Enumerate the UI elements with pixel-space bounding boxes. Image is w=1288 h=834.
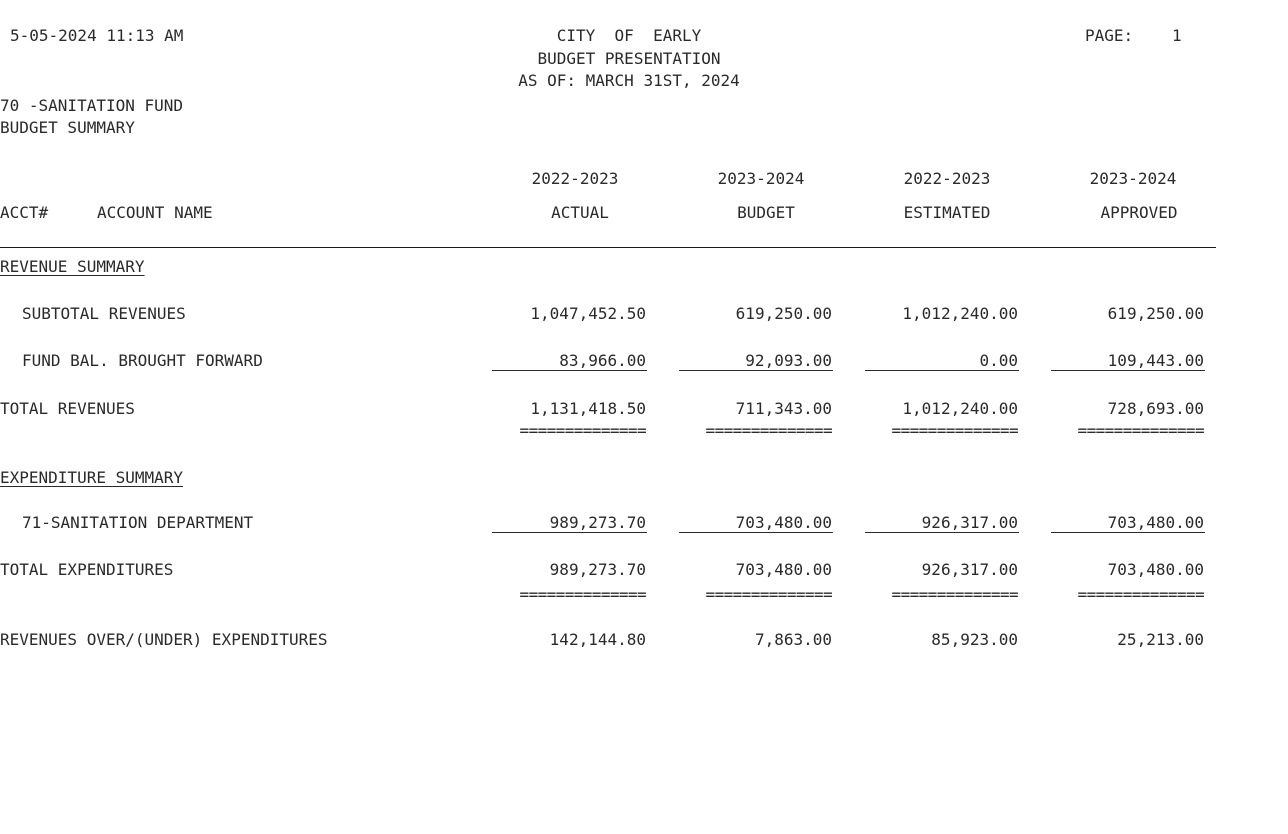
total-value-approved: 703,480.00: [1107, 560, 1204, 579]
double-rule: ==============: [519, 421, 646, 440]
page-number: 1: [1172, 26, 1182, 45]
column-year-actual: 2022-2023: [531, 169, 619, 188]
double-rule: ==============: [519, 585, 646, 604]
total-value-actual: 1,131,418.50: [530, 399, 646, 418]
column-label-approved: APPROVED: [1100, 203, 1178, 222]
column-label-actual: ACTUAL: [551, 203, 609, 222]
row-account-name: FUND BAL. BROUGHT FORWARD: [22, 351, 263, 370]
double-rule: ==============: [705, 585, 832, 604]
row-account-name: SUBTOTAL REVENUES: [22, 304, 186, 323]
total-value-estimated: 1,012,240.00: [902, 399, 1018, 418]
header-divider: [0, 247, 1216, 248]
subtotal-rule-budget: [679, 370, 833, 371]
total-value-budget: 711,343.00: [735, 399, 832, 418]
subtotal-rule-approved: [1051, 532, 1205, 533]
total-value-estimated: 926,317.00: [921, 560, 1018, 579]
column-year-budget: 2023-2024: [717, 169, 805, 188]
expenditure-summary-title: EXPENDITURE SUMMARY: [0, 468, 184, 487]
column-acct-number: ACCT#: [0, 203, 49, 222]
row-value-estimated: 1,012,240.00: [902, 304, 1018, 323]
total-expenditures-label: TOTAL EXPENDITURES: [0, 560, 174, 579]
page-label: PAGE:: [1085, 26, 1134, 45]
row-value-budget: 92,093.00: [745, 351, 832, 370]
column-label-budget: BUDGET: [737, 203, 795, 222]
report-title: BUDGET PRESENTATION: [537, 49, 721, 68]
row-value-actual: 989,273.70: [549, 513, 646, 532]
net-value-actual: 142,144.80: [549, 630, 646, 649]
subtotal-rule-estimated: [865, 370, 1019, 371]
subtotal-rule-budget: [679, 532, 833, 533]
double-rule: ==============: [1077, 585, 1204, 604]
budget-summary-label: BUDGET SUMMARY: [0, 118, 135, 137]
row-value-approved: 619,250.00: [1107, 304, 1204, 323]
double-rule: ==============: [1077, 421, 1204, 440]
column-account-name: ACCOUNT NAME: [97, 203, 213, 222]
net-value-estimated: 85,923.00: [931, 630, 1018, 649]
subtotal-rule-approved: [1051, 370, 1205, 371]
row-value-estimated: 0.00: [979, 351, 1018, 370]
subtotal-rule-actual: [492, 532, 647, 533]
row-account-name: 71-SANITATION DEPARTMENT: [22, 513, 254, 532]
city-name: CITY OF EARLY: [556, 26, 702, 45]
row-value-estimated: 926,317.00: [921, 513, 1018, 532]
column-year-estimated: 2022-2023: [903, 169, 991, 188]
double-rule: ==============: [705, 421, 832, 440]
total-revenues-label: TOTAL REVENUES: [0, 399, 135, 418]
net-value-approved: 25,213.00: [1117, 630, 1204, 649]
row-value-actual: 1,047,452.50: [530, 304, 646, 323]
report-timestamp: 5-05-2024 11:13 AM: [10, 26, 184, 45]
total-value-budget: 703,480.00: [735, 560, 832, 579]
column-year-approved: 2023-2024: [1089, 169, 1177, 188]
fund-name: 70 -SANITATION FUND: [0, 96, 184, 115]
report-as-of-date: AS OF: MARCH 31ST, 2024: [518, 71, 740, 90]
row-value-budget: 703,480.00: [735, 513, 832, 532]
net-label: REVENUES OVER/(UNDER) EXPENDITURES: [0, 630, 328, 649]
subtotal-rule-actual: [492, 370, 647, 371]
row-value-budget: 619,250.00: [735, 304, 832, 323]
column-label-estimated: ESTIMATED: [903, 203, 991, 222]
revenue-summary-title: REVENUE SUMMARY: [0, 257, 145, 276]
double-rule: ==============: [891, 421, 1018, 440]
subtotal-rule-estimated: [865, 532, 1019, 533]
row-value-actual: 83,966.00: [559, 351, 646, 370]
net-value-budget: 7,863.00: [754, 630, 832, 649]
total-value-approved: 728,693.00: [1107, 399, 1204, 418]
row-value-approved: 109,443.00: [1107, 351, 1204, 370]
total-value-actual: 989,273.70: [549, 560, 646, 579]
row-value-approved: 703,480.00: [1107, 513, 1204, 532]
double-rule: ==============: [891, 585, 1018, 604]
